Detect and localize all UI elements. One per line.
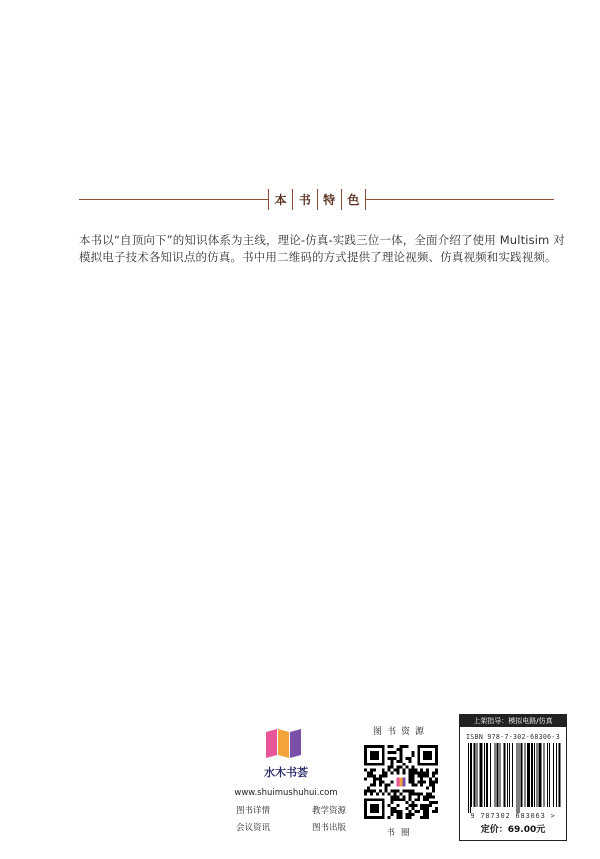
title-char: 特 bbox=[317, 189, 341, 210]
link-teaching-resources[interactable]: 教学资源 bbox=[311, 806, 346, 816]
publisher-links-row bbox=[236, 804, 346, 816]
isbn-text: ISBN 978-7-302-68306-3 bbox=[466, 733, 560, 741]
publisher-links-row bbox=[236, 821, 346, 833]
price: 定价：69.00元 bbox=[480, 825, 546, 835]
section-title-features bbox=[268, 189, 366, 210]
description-line: 本书以“自顶向下”的知识体系为主线，理论-仿真-实践三位一体，全面介绍了使用 Multisim 对 bbox=[79, 233, 565, 247]
title-char: 书 bbox=[292, 189, 316, 210]
title-char: 色 bbox=[341, 189, 366, 210]
publisher-name: 水木书荟 bbox=[264, 766, 308, 779]
description-line: 模拟电子技术各知识点的仿真。书中用二维码的方式提供了理论视频、仿真视频和实践视频。 bbox=[79, 250, 557, 264]
barcode-box bbox=[459, 714, 567, 841]
link-book-publishing[interactable]: 图书出版 bbox=[311, 823, 346, 833]
link-conference-news[interactable]: 会议资讯 bbox=[236, 823, 271, 833]
publisher-logo-icon bbox=[264, 728, 304, 760]
qr-title: 图书资源 bbox=[372, 727, 429, 737]
shelf-category: 上架指导：模拟电路/仿真 bbox=[460, 715, 566, 727]
title-char: 本 bbox=[268, 189, 292, 210]
link-book-details[interactable]: 图书详情 bbox=[236, 806, 271, 816]
divider-right bbox=[366, 199, 554, 200]
divider-left bbox=[79, 199, 268, 200]
qr-code-icon[interactable] bbox=[364, 745, 438, 819]
publisher-url[interactable]: www.shuimushuhui.com bbox=[234, 788, 338, 798]
barcode-icon bbox=[465, 743, 561, 813]
qr-subtitle: 书圈 bbox=[386, 828, 416, 838]
feature-description bbox=[79, 232, 565, 266]
ean-digits: 9 787302 683063 > bbox=[470, 812, 556, 820]
